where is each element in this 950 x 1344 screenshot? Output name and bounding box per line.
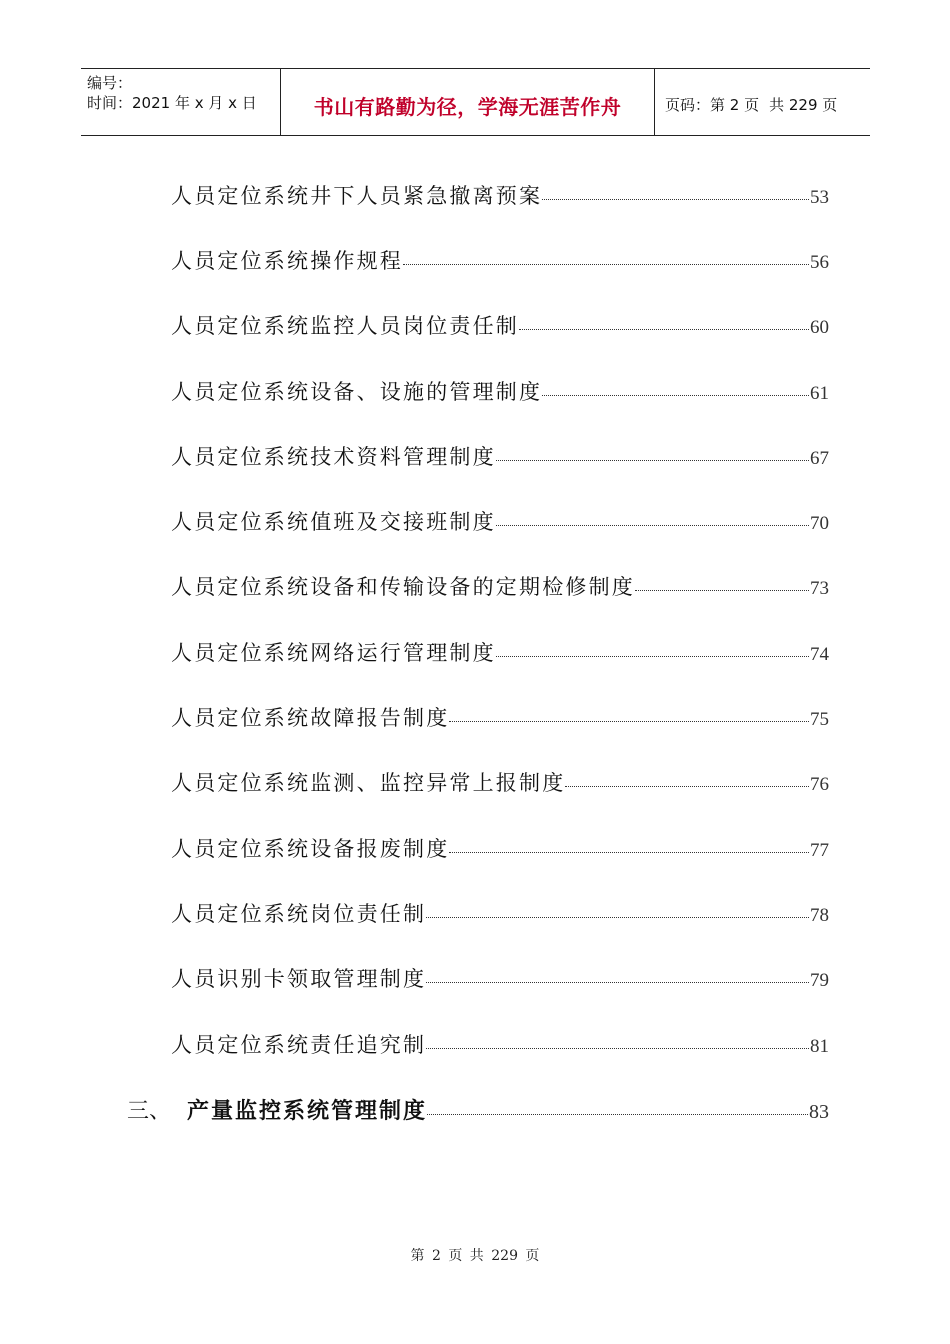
toc-dot-leader	[496, 459, 809, 461]
toc-dot-leader	[426, 981, 809, 983]
toc-entry[interactable]	[171, 310, 829, 340]
toc-entry-page: 75	[810, 709, 829, 730]
toc-entry[interactable]	[171, 637, 829, 667]
toc-entry[interactable]	[171, 506, 829, 536]
toc-section-title: 产量监控系统管理制度	[187, 1098, 428, 1124]
toc-entry-title: 人员定位系统设备、设施的管理制度	[171, 380, 543, 404]
toc-dot-leader	[403, 263, 809, 265]
page-header	[81, 68, 870, 136]
toc-entry-page: 76	[810, 774, 829, 795]
toc-entry[interactable]	[171, 376, 829, 406]
header-total-pages: 共 229 页	[769, 95, 838, 114]
toc-dot-leader	[635, 589, 809, 591]
toc-entry-title: 人员定位系统监测、监控异常上报制度	[171, 771, 566, 795]
header-page-info	[655, 69, 870, 135]
toc-entry[interactable]	[171, 767, 829, 797]
toc-entry-title: 人员识别卡领取管理制度	[171, 967, 427, 991]
toc-entry-page: 81	[810, 1036, 829, 1057]
toc-entry[interactable]	[171, 180, 829, 210]
header-motto: 书山有路勤为径，学海无涯苦作舟	[281, 69, 655, 135]
toc-entry-page: 67	[810, 448, 829, 469]
toc-entry[interactable]	[171, 702, 829, 732]
header-page-number: 页码：第 2 页	[665, 95, 760, 114]
toc-entry[interactable]	[171, 833, 829, 863]
toc-dot-leader	[565, 785, 809, 787]
toc-dot-leader	[449, 851, 809, 853]
toc-entry-page: 73	[810, 578, 829, 599]
toc-dot-leader	[496, 524, 809, 526]
toc-entry[interactable]	[171, 963, 829, 993]
toc-dot-leader	[426, 916, 809, 918]
toc-dot-leader	[519, 328, 809, 330]
toc-dot-leader	[449, 720, 809, 722]
toc-entry-title: 人员定位系统值班及交接班制度	[171, 510, 496, 534]
toc-entry[interactable]	[171, 245, 829, 275]
toc-entry-page: 77	[810, 840, 829, 861]
toc-dot-leader	[496, 655, 809, 657]
toc-section-entry[interactable]	[127, 1094, 829, 1125]
toc-entry-page: 56	[810, 252, 829, 273]
toc-entry-title: 人员定位系统责任追究制	[171, 1033, 427, 1057]
toc-entry[interactable]	[171, 898, 829, 928]
toc-entry-page: 60	[810, 317, 829, 338]
toc-entry[interactable]	[171, 1029, 829, 1059]
toc-entry[interactable]	[171, 571, 829, 601]
header-meta	[81, 69, 281, 135]
toc-entry-page: 61	[810, 383, 829, 404]
toc-entry-page: 79	[810, 970, 829, 991]
toc-entry-page: 53	[810, 187, 829, 208]
toc-dot-leader	[427, 1113, 808, 1115]
toc-section-page: 83	[809, 1101, 829, 1123]
toc-entry-page: 74	[810, 644, 829, 665]
toc-entry-title: 人员定位系统操作规程	[171, 249, 403, 273]
toc-entry-title: 人员定位系统故障报告制度	[171, 706, 450, 730]
toc-section-number: 三、	[127, 1099, 172, 1124]
toc-entry-title: 人员定位系统监控人员岗位责任制	[171, 314, 519, 338]
toc-entry-title: 人员定位系统设备报废制度	[171, 837, 450, 861]
toc-entry-page: 70	[810, 513, 829, 534]
toc-entry-page: 78	[810, 905, 829, 926]
toc-entry[interactable]	[171, 441, 829, 471]
document-number-label: 编号：	[87, 74, 133, 92]
toc-entry-title: 人员定位系统技术资料管理制度	[171, 445, 496, 469]
toc-dot-leader	[426, 1047, 809, 1049]
document-date: 时间：2021 年 x 月 x 日	[87, 94, 257, 112]
toc-entry-title: 人员定位系统井下人员紧急撤离预案	[171, 184, 543, 208]
toc-entry-title: 人员定位系统网络运行管理制度	[171, 641, 496, 665]
toc-dot-leader	[542, 394, 809, 396]
toc-dot-leader	[542, 198, 809, 200]
toc-entry-title: 人员定位系统岗位责任制	[171, 902, 427, 926]
page-footer: 第 2 页 共 229 页	[410, 1248, 540, 1264]
toc-entry-title: 人员定位系统设备和传输设备的定期检修制度	[171, 575, 635, 599]
